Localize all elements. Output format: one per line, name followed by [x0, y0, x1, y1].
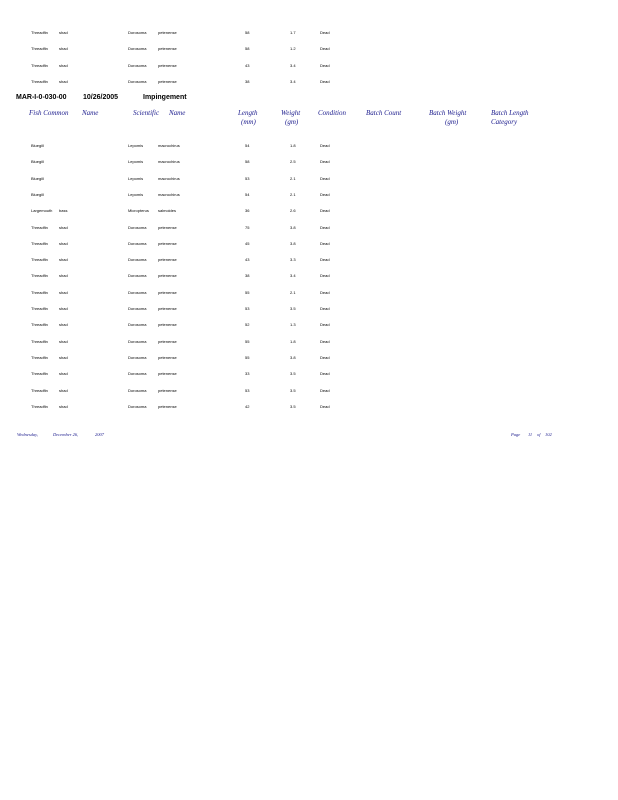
weight-cell: 2.1 [290, 175, 296, 181]
table-row [0, 63, 618, 73]
common-name-cell: Threadfin [31, 354, 48, 360]
genus-cell: Dorosoma [128, 403, 147, 409]
weight-cell: 2.5 [290, 159, 296, 165]
common-name-2-cell: shad [59, 371, 68, 377]
species-cell: petenense [158, 224, 177, 230]
header-common-name: Name [82, 109, 99, 117]
genus-cell: Dorosoma [128, 387, 147, 393]
species-cell: petenense [158, 78, 177, 84]
weight-cell: 1.2 [290, 46, 296, 52]
species-cell: petenense [158, 46, 177, 52]
length-cell: 36 [245, 208, 250, 214]
common-name-2-cell: shad [59, 289, 68, 295]
genus-cell: Dorosoma [128, 224, 147, 230]
table-row [0, 404, 618, 414]
table-row [0, 208, 618, 218]
common-name-cell: Threadfin [31, 371, 48, 377]
common-name-2-cell: shad [59, 273, 68, 279]
genus-cell: Lepomis [128, 143, 144, 148]
table-row [0, 225, 618, 235]
genus-cell: Lepomis [128, 191, 144, 197]
header-length: Length [238, 109, 258, 117]
common-name-2-cell: shad [59, 387, 68, 393]
common-name-cell: Threadfin [31, 62, 48, 68]
table-row [0, 143, 618, 153]
footer-total-pages: 102 [545, 432, 552, 437]
condition-cell: Dead [320, 175, 330, 181]
weight-cell: 1.3 [290, 322, 296, 328]
length-cell: 43 [245, 257, 250, 263]
condition-cell: Dead [320, 224, 330, 230]
weight-cell: 3.3 [290, 257, 296, 263]
table-row [0, 306, 618, 316]
table-row [0, 322, 618, 332]
length-cell: 54 [245, 191, 250, 197]
species-cell: petenense [158, 306, 177, 311]
record-date: 10/26/2005 [83, 94, 119, 101]
length-cell: 58 [245, 159, 250, 165]
common-name-2-cell: shad [59, 30, 68, 35]
common-name-cell: Bluegill [31, 175, 44, 181]
header-batch-length-category: Category [491, 118, 518, 126]
length-cell: 53 [245, 175, 250, 181]
common-name-cell: Threadfin [31, 403, 48, 409]
table-row [0, 371, 618, 381]
table-row [0, 159, 618, 169]
header-scientific: Scientific [133, 109, 160, 117]
length-cell: 55 [245, 289, 250, 295]
header-batch-weight: Batch Weight [429, 109, 467, 117]
genus-cell: Dorosoma [128, 240, 147, 246]
length-cell: 53 [245, 306, 250, 311]
common-name-cell: Threadfin [31, 306, 48, 311]
condition-cell: Dead [320, 306, 330, 311]
genus-cell: Dorosoma [128, 338, 147, 344]
common-name-2-cell: shad [59, 78, 68, 84]
table-row [0, 192, 618, 202]
weight-cell: 3.8 [290, 354, 296, 360]
weight-cell: 3.5 [290, 371, 296, 377]
genus-cell: Dorosoma [128, 273, 147, 279]
species-cell: macrochirus [158, 143, 180, 148]
condition-cell: Dead [320, 257, 330, 263]
common-name-2-cell: shad [59, 354, 68, 360]
species-cell: macrochirus [158, 159, 180, 165]
header-condition: Condition [318, 109, 347, 117]
condition-cell: Dead [320, 354, 330, 360]
header-length-unit: (mm) [241, 118, 256, 126]
record-type: Impingement [143, 94, 187, 101]
species-cell: salmoides [158, 208, 177, 214]
condition-cell: Dead [320, 387, 330, 393]
length-cell: 54 [245, 143, 250, 148]
weight-cell: 2.6 [290, 208, 296, 214]
header-scientific-name: Name [169, 109, 186, 117]
weight-cell: 1.8 [290, 338, 296, 344]
condition-cell: Dead [320, 289, 330, 295]
common-name-2-cell: shad [59, 46, 68, 52]
record-header [0, 94, 618, 104]
condition-cell: Dead [320, 338, 330, 344]
genus-cell: Micropterus [128, 208, 149, 214]
weight-cell: 3.4 [290, 78, 296, 84]
species-cell: petenense [158, 240, 177, 246]
species-cell: petenense [158, 257, 177, 263]
common-name-cell: Threadfin [31, 46, 48, 52]
species-cell: petenense [158, 62, 177, 68]
genus-cell: Dorosoma [128, 371, 147, 377]
condition-cell: Dead [320, 371, 330, 377]
species-cell: petenense [158, 273, 177, 279]
table-row [0, 290, 618, 300]
species-cell: petenense [158, 322, 177, 328]
table-row [0, 273, 618, 283]
table-row [0, 257, 618, 267]
weight-cell: 3.8 [290, 224, 296, 230]
length-cell: 33 [245, 371, 250, 377]
common-name-cell: Threadfin [31, 322, 48, 328]
length-cell: 58 [245, 46, 250, 52]
weight-cell: 3.5 [290, 306, 296, 311]
condition-cell: Dead [320, 322, 330, 328]
length-cell: 55 [245, 354, 250, 360]
common-name-cell: Bluegill [31, 159, 44, 165]
weight-cell: 3.4 [290, 62, 296, 68]
common-name-2-cell: shad [59, 240, 68, 246]
condition-cell: Dead [320, 240, 330, 246]
species-cell: petenense [158, 371, 177, 377]
species-cell: petenense [158, 30, 177, 35]
header-batch-length: Batch Length [491, 109, 529, 117]
table-row [0, 339, 618, 349]
weight-cell: 1.7 [290, 30, 296, 35]
condition-cell: Dead [320, 143, 330, 148]
species-cell: petenense [158, 289, 177, 295]
footer-monthday: December 26, [53, 432, 79, 437]
condition-cell: Dead [320, 273, 330, 279]
common-name-2-cell: shad [59, 306, 68, 311]
table-row [0, 79, 618, 89]
length-cell: 38 [245, 273, 250, 279]
genus-cell: Lepomis [128, 159, 144, 165]
table-row [0, 30, 618, 40]
genus-cell: Dorosoma [128, 46, 147, 52]
common-name-cell: Threadfin [31, 387, 48, 393]
length-cell: 38 [245, 78, 250, 84]
species-cell: petenense [158, 338, 177, 344]
condition-cell: Dead [320, 191, 330, 197]
common-name-2-cell: shad [59, 322, 68, 328]
length-cell: 52 [245, 322, 250, 328]
condition-cell: Dead [320, 159, 330, 165]
genus-cell: Dorosoma [128, 306, 147, 311]
record-id: MAR-I-0-030-00 [16, 94, 67, 101]
genus-cell: Dorosoma [128, 289, 147, 295]
common-name-cell: Bluegill [31, 191, 44, 197]
table-row [0, 388, 618, 398]
weight-cell: 1.8 [290, 143, 296, 148]
genus-cell: Dorosoma [128, 257, 147, 263]
footer-weekday: Wednesday, [17, 432, 38, 437]
common-name-2-cell: shad [59, 338, 68, 344]
weight-cell: 3.4 [290, 273, 296, 279]
header-fish-common: Fish Common [29, 109, 69, 117]
length-cell: 45 [245, 240, 250, 246]
species-cell: petenense [158, 387, 177, 393]
condition-cell: Dead [320, 30, 330, 35]
length-cell: 43 [245, 62, 250, 68]
weight-cell: 2.1 [290, 289, 296, 295]
common-name-2-cell: shad [59, 403, 68, 409]
common-name-2-cell: shad [59, 257, 68, 263]
weight-cell: 3.5 [290, 403, 296, 409]
species-cell: macrochirus [158, 191, 180, 197]
common-name-2-cell: shad [59, 62, 68, 68]
length-cell: 55 [245, 338, 250, 344]
condition-cell: Dead [320, 403, 330, 409]
genus-cell: Dorosoma [128, 354, 147, 360]
common-name-cell: Threadfin [31, 257, 48, 263]
weight-cell: 2.1 [290, 191, 296, 197]
header-batch-weight-unit: (gm) [445, 118, 459, 126]
table-row [0, 46, 618, 56]
footer-page-label: Page [511, 432, 521, 437]
common-name-cell: Largemouth [31, 208, 53, 214]
genus-cell: Dorosoma [128, 30, 147, 35]
footer-year: 2007 [95, 432, 104, 437]
species-cell: macrochirus [158, 175, 180, 181]
condition-cell: Dead [320, 208, 330, 214]
common-name-2-cell: bass [59, 208, 68, 214]
table-row [0, 355, 618, 365]
length-cell: 58 [245, 30, 250, 35]
condition-cell: Dead [320, 46, 330, 52]
common-name-cell: Threadfin [31, 78, 48, 84]
common-name-cell: Bluegill [31, 143, 44, 148]
header-weight-unit: (gm) [285, 118, 299, 126]
genus-cell: Dorosoma [128, 62, 147, 68]
species-cell: petenense [158, 403, 177, 409]
common-name-cell: Threadfin [31, 338, 48, 344]
genus-cell: Lepomis [128, 175, 144, 181]
footer-of-label: of [537, 432, 541, 437]
footer-page-number: 11 [528, 432, 533, 437]
genus-cell: Dorosoma [128, 78, 147, 84]
condition-cell: Dead [320, 78, 330, 84]
common-name-cell: Threadfin [31, 30, 48, 35]
species-cell: petenense [158, 354, 177, 360]
table-row [0, 241, 618, 251]
common-name-2-cell: shad [59, 224, 68, 230]
length-cell: 53 [245, 387, 250, 393]
header-weight: Weight [281, 109, 301, 117]
common-name-cell: Threadfin [31, 273, 48, 279]
genus-cell: Dorosoma [128, 322, 147, 328]
common-name-cell: Threadfin [31, 240, 48, 246]
table-row [0, 176, 618, 186]
common-name-cell: Threadfin [31, 224, 48, 230]
common-name-cell: Threadfin [31, 289, 48, 295]
length-cell: 75 [245, 224, 250, 230]
condition-cell: Dead [320, 62, 330, 68]
weight-cell: 3.8 [290, 240, 296, 246]
length-cell: 42 [245, 403, 250, 409]
weight-cell: 3.5 [290, 387, 296, 393]
header-batch-count: Batch Count [366, 109, 402, 117]
